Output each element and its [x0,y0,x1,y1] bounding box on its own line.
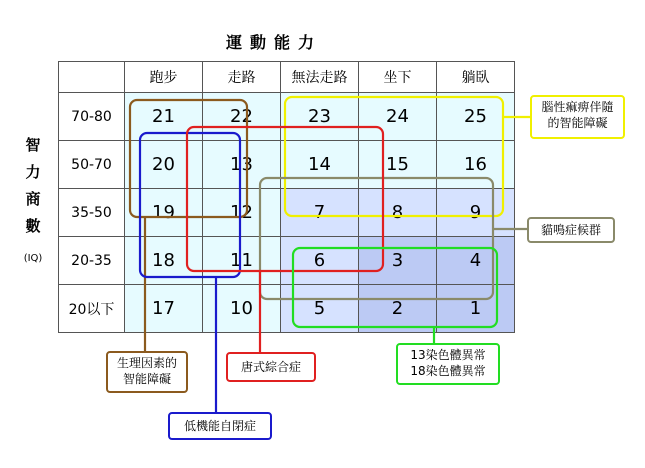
grid-cell: 21 [125,93,203,141]
grid-cell: 6 [281,237,359,285]
down-syndrome-callout [226,352,316,382]
grid-cell: 16 [437,141,515,189]
column-header: 走路 [203,62,281,93]
grid-cell: 3 [359,237,437,285]
grid-cell: 13 [203,141,281,189]
y-axis-char: 力 [25,163,41,181]
callout-line: 的智能障礙 [547,116,608,130]
grid-cell: 10 [203,285,281,333]
grid-cell: 1 [437,285,515,333]
callout-line: 18染色體異常 [410,364,486,378]
grid-cell: 2 [359,285,437,333]
grid-cell: 14 [281,141,359,189]
y-axis-char: 商 [25,190,41,208]
grid-cell: 22 [203,93,281,141]
grid-cell: 4 [437,237,515,285]
column-header: 無法走路 [281,62,359,93]
cat-cry-callout [527,217,615,243]
callout-line: 13染色體異常 [410,348,486,362]
chart-title: 運動能力 [226,33,323,52]
grid-cell: 25 [437,93,515,141]
trisomy-callout [396,343,500,385]
autism-callout [168,412,272,440]
grid-cell: 20 [125,141,203,189]
column-header: 坐下 [359,62,437,93]
grid-cell: 15 [359,141,437,189]
grid-cell: 17 [125,285,203,333]
grid-cell: 12 [203,189,281,237]
column-header: 躺臥 [437,62,515,93]
y-axis-char: 智 [25,136,41,154]
y-axis-label [20,132,46,240]
grid-cell: 23 [281,93,359,141]
grid-cell: 7 [281,189,359,237]
callout-line: 腦性痲痹伴隨 [541,100,614,114]
callout-text: 低機能自閉症 [183,419,256,433]
callout-text: 唐式綜合症 [240,360,301,374]
column-header: 跑步 [125,62,203,93]
grid-cell: 5 [281,285,359,333]
physiological-callout [106,351,188,393]
callout-text: 貓鳴症候群 [540,223,601,237]
y-axis-sublabel: (IQ) [23,253,43,264]
row-header: 20-35 [59,237,125,285]
y-axis-char: 數 [25,217,41,235]
grid-corner [59,62,125,93]
grid-cell: 18 [125,237,203,285]
grid-cell: 19 [125,189,203,237]
cerebral-palsy-callout [530,95,625,139]
grid-cell: 11 [203,237,281,285]
row-header: 20以下 [59,285,125,333]
ability-grid [58,61,515,333]
callout-line: 智能障礙 [122,372,171,386]
row-header: 35-50 [59,189,125,237]
grid-cell: 9 [437,189,515,237]
grid-cell: 24 [359,93,437,141]
row-header: 70-80 [59,93,125,141]
callout-line: 生理因素的 [116,356,177,370]
row-header: 50-70 [59,141,125,189]
grid-cell: 8 [359,189,437,237]
